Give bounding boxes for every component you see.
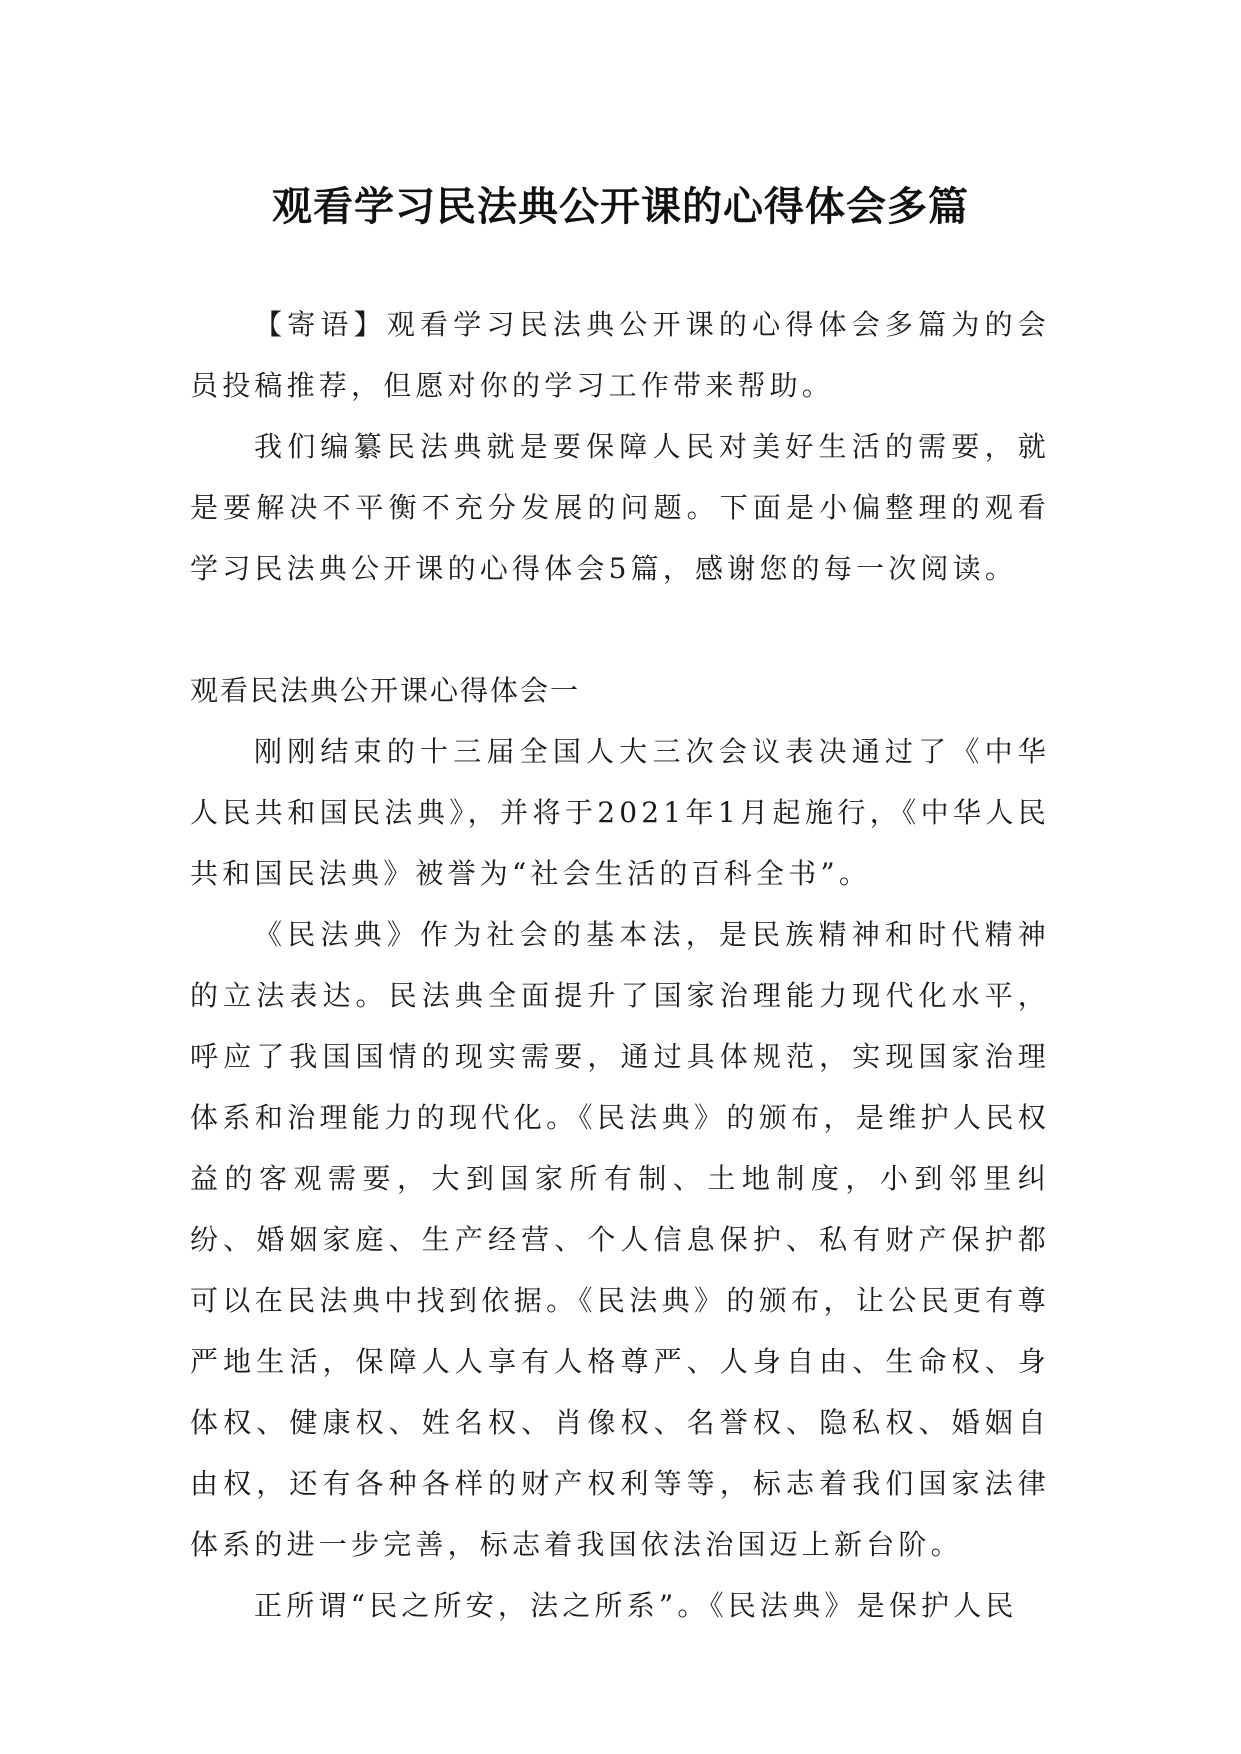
document-title: 观看学习民法典公开课的心得体会多篇 [272,183,969,230]
intro-paragraph: 我们编纂民法典就是要保障人民对美好生活的需要，就是要解决不平衡不充分发展的问题。下面是小偏整理的观看学习民法典公开课的心得体会5篇，感谢您的每一次阅读。 [190,430,1050,585]
section-paragraph: 《民法典》作为社会的基本法，是民族精神和时代精神的立法表达。民法典全面提升了国家治理能力现代化水平，呼应了我国国情的现实需要，通过具体规范，实现国家治理体系和治理能力的现代化。《民法典》的颁布，是维护人民权益的客观需要，大到国家所有制、土地制度，小到邻里纠纷、婚姻家庭、生产经营、个人信息保护、私有财产保护都可以在民法典中找到依据。《民法典》的颁布，让公民更有尊严地生活，保障人人享有人格尊严、人身自由、生命权、身体权、健康权、姓名权、肖像权、名誉权、隐私权、婚姻自由权，还有各种各样的财产权利等等，标志着我们国家法律体系的进一步完善，标志着我国依法治国迈上新台阶。 [190,918,1050,1561]
document-body [190,294,1050,1636]
section-paragraph: 刚刚结束的十三届全国人大三次会议表决通过了《中华人民共和国民法典》，并将于2021年1月起施行，《中华人民共和国民法典》被誉为“社会生活的百科全书”。 [190,735,1050,890]
section-heading: 观看民法典公开课心得体会一 [190,674,581,707]
intro-paragraph: 【寄语】观看学习民法典公开课的心得体会多篇为的会员投稿推荐，但愿对你的学习工作带来帮助。 [190,308,1050,402]
section-paragraph: 正所谓“民之所安，法之所系”。《民法典》是保护人民 [254,1589,1018,1622]
